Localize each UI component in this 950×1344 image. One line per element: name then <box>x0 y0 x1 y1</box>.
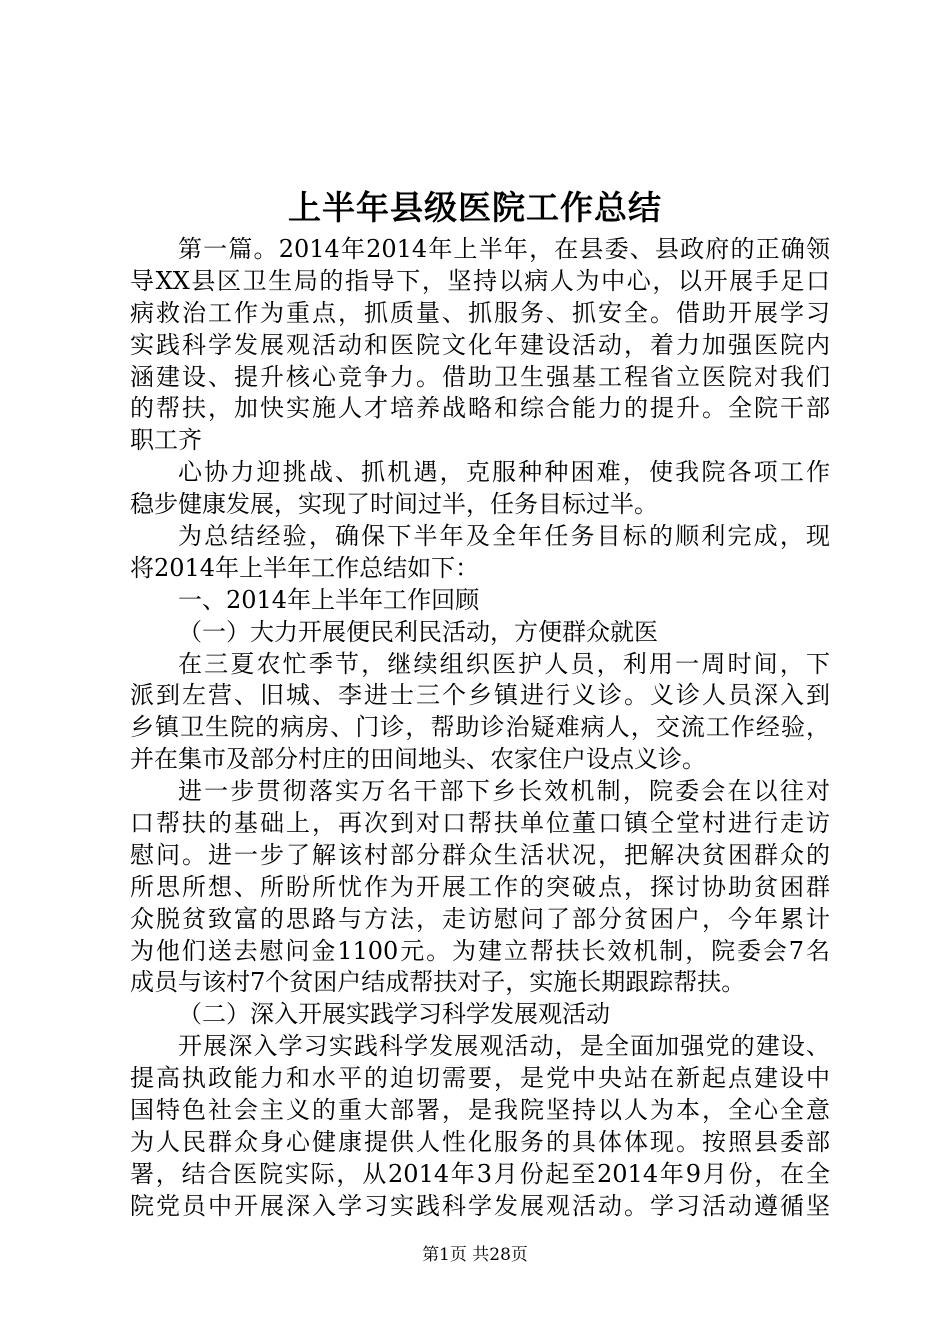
body-text-line: 众脱贫致富的思路与方法，走访慰问了部分贫困户，今年累计 <box>130 904 830 933</box>
body-text-line: 职工齐 <box>130 426 202 455</box>
body-text-line: 在三夏农忙季节，继续组织医护人员，利用一周时间，下 <box>178 649 830 678</box>
body-text-line: 开展深入学习实践科学发展观活动，是全面加强党的建设、 <box>178 1032 830 1061</box>
body-text-line: 第一篇。2014年2014年上半年，在县委、县政府的正确领 <box>178 235 830 263</box>
body-text-line: 慰问。进一步了解该村部分群众生活状况，把解决贫困群众的 <box>130 840 830 869</box>
body-text-line: 稳步健康发展，实现了时间过半，任务目标过半。 <box>130 490 658 519</box>
body-text-line: 一、2014年上半年工作回顾 <box>178 585 480 614</box>
body-text-line: 将2014年上半年工作总结如下： <box>130 553 480 582</box>
body-text-line: 署，结合医院实际，从2014年3月份起至2014年9月份，在全 <box>130 1159 830 1188</box>
body-text-line: 病救治工作为重点，抓质量、抓服务、抓安全。借助开展学习 <box>130 298 830 327</box>
body-text-line: （二）深入开展实践学习科学发展观活动 <box>178 1000 610 1029</box>
document-body <box>130 234 830 1223</box>
body-text-line: 为总结经验，确保下半年及全年任务目标的顺利完成，现 <box>178 522 830 551</box>
body-text-line: 导XX县区卫生局的指导下，坚持以病人为中心，以开展手足口 <box>130 266 830 295</box>
body-text-line: 为他们送去慰问金1100元。为建立帮扶长效机制，院委会7名 <box>130 936 830 965</box>
page-footer: 第1页 共28页 <box>422 1245 528 1265</box>
document-title: 上半年县级医院工作总结 <box>288 188 662 227</box>
body-text-line: 涵建设、提升核心竞争力。借助卫生强基工程省立医院对我们 <box>130 362 830 391</box>
body-text-line: 为人民群众身心健康提供人性化服务的具体体现。按照县委部 <box>130 1127 830 1156</box>
body-text-line: 国特色社会主义的重大部署，是我院坚持以人为本，全心全意 <box>130 1096 830 1125</box>
body-text-line: 院党员中开展深入学习实践科学发展观活动。学习活动遵循坚 <box>130 1191 830 1220</box>
body-text-line: 进一步贯彻落实万名干部下乡长效机制，院委会在以往对 <box>178 777 830 806</box>
body-text-line: （一）大力开展便民利民活动，方便群众就医 <box>178 617 658 646</box>
body-text-line: 提高执政能力和水平的迫切需要，是党中央站在新起点建设中 <box>130 1064 830 1093</box>
body-text-line: 派到左营、旧城、李进士三个乡镇进行义诊。义诊人员深入到 <box>130 681 830 710</box>
body-text-line: 所思所想、所盼所忧作为开展工作的突破点，探讨协助贫困群 <box>130 872 830 901</box>
body-text-line: 并在集市及部分村庄的田间地头、农家住户设点义诊。 <box>130 745 706 774</box>
body-text-line: 的帮扶，加快实施人才培养战略和综合能力的提升。全院干部 <box>130 394 830 423</box>
body-text-line: 成员与该村7个贫困户结成帮扶对子，实施长期跟踪帮扶。 <box>130 968 746 997</box>
body-text-line: 乡镇卫生院的病房、门诊，帮助诊治疑难病人，交流工作经验， <box>130 713 830 742</box>
body-text-line: 口帮扶的基础上，再次到对口帮扶单位董口镇仝堂村进行走访 <box>130 809 830 838</box>
body-text-line: 实践科学发展观活动和医院文化年建设活动，着力加强医院内 <box>130 330 830 359</box>
body-text-line: 心协力迎挑战、抓机遇，克服种种困难，使我院各项工作 <box>178 458 830 487</box>
